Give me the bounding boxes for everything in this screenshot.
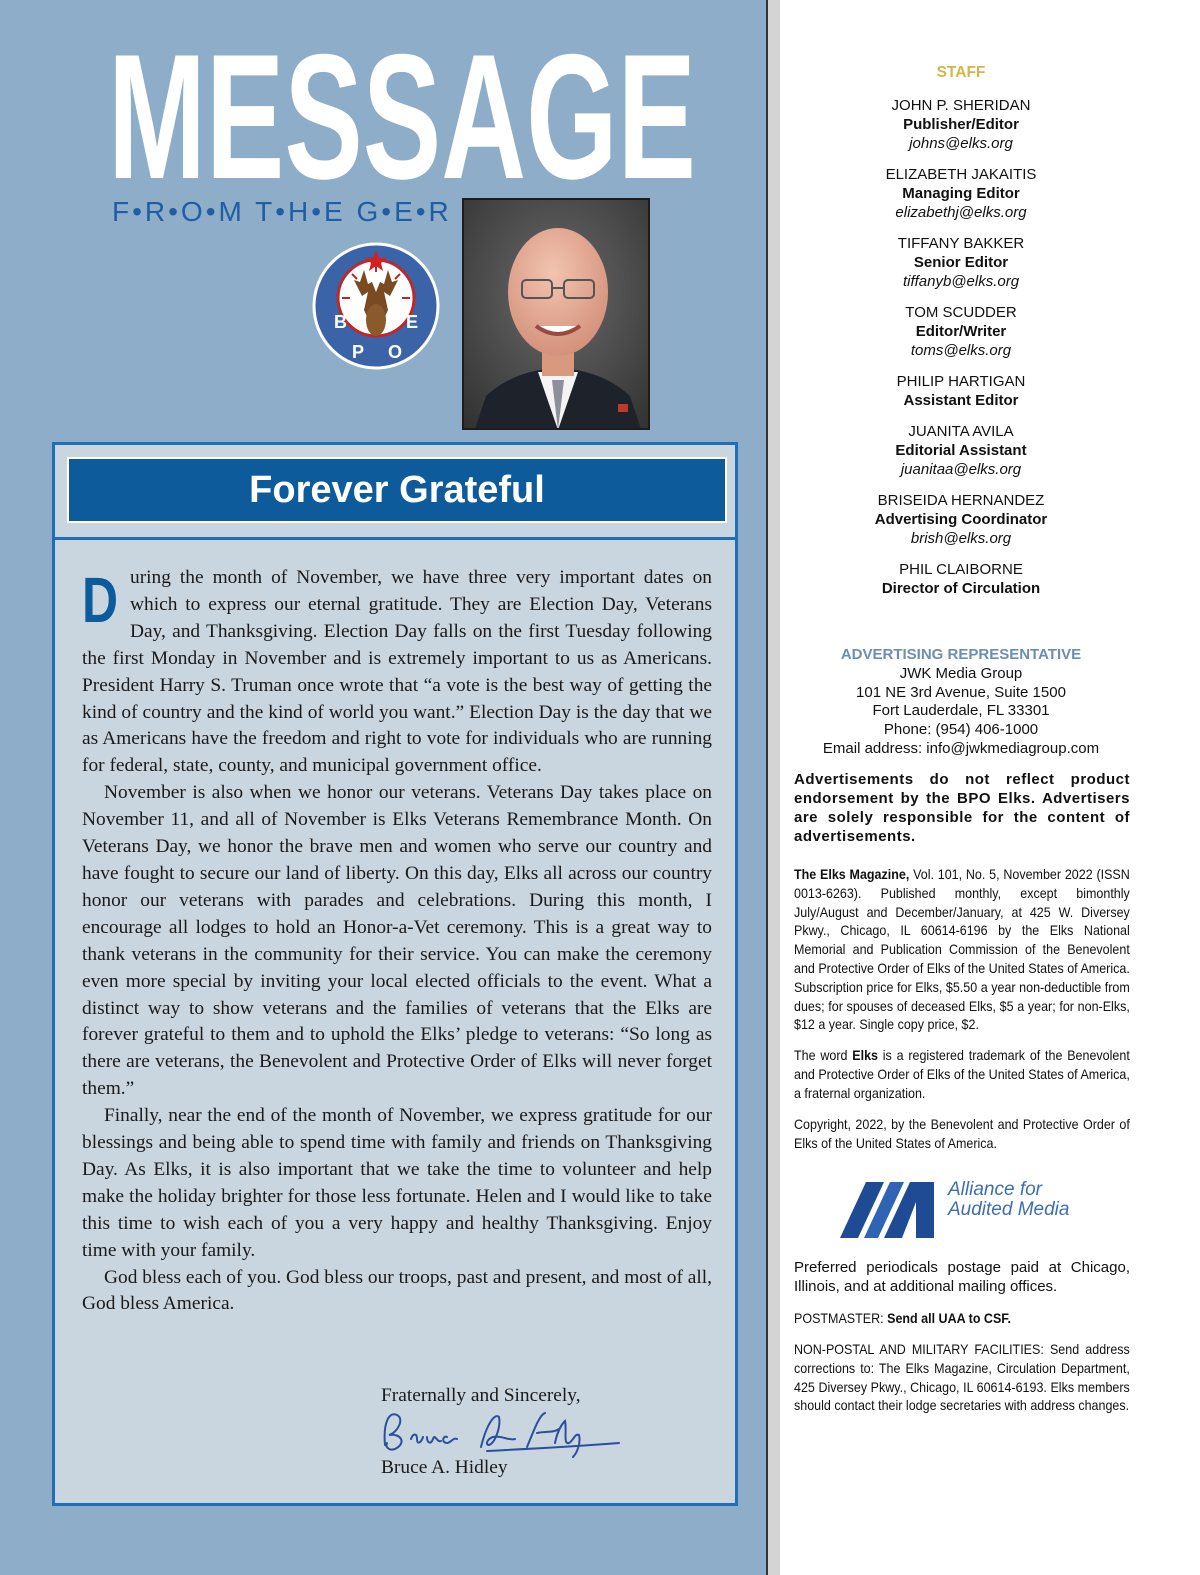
aam-text xyxy=(948,1180,1069,1220)
article-paragraph xyxy=(82,565,712,780)
staff-role: Director of Circulation xyxy=(881,580,1041,597)
article-title: Forever Grateful xyxy=(67,457,727,523)
staff-item xyxy=(780,165,1142,234)
svg-text:O: O xyxy=(388,342,403,362)
staff-heading: STAFF xyxy=(936,64,986,81)
trademark-suffix: is a registered trademark of the Benevolent and Protective Order of Elks of the United States of America, a fraternal organization. xyxy=(794,1048,1130,1101)
bpoe-emblem xyxy=(310,240,442,372)
staff-role: Senior Editor xyxy=(913,254,1009,271)
svg-text:E: E xyxy=(406,312,419,332)
postmaster-text: Send all UAA to CSF. xyxy=(887,1311,1012,1326)
staff-email[interactable]: tiffanyb@elks.org xyxy=(902,273,1020,290)
postal-periodicals: Preferred periodicals postage paid at Chicago, Illinois, and at additional mailing offices. xyxy=(794,1259,1130,1295)
postmaster-label: POSTMASTER: xyxy=(794,1311,888,1326)
copyright-notice: Copyright, 2022, by the Benevolent and Protective Order of Elks of the United States of America. xyxy=(794,1117,1130,1151)
elk-clock-icon xyxy=(310,240,442,372)
postmaster-notice xyxy=(794,1310,1130,1329)
staff-name: TIFFANY BAKKER xyxy=(897,235,1025,252)
staff-item xyxy=(780,491,1142,560)
article-divider xyxy=(55,537,735,540)
publication-info xyxy=(794,866,1130,1035)
staff-item xyxy=(780,303,1142,372)
article-body xyxy=(82,565,712,1318)
staff-item xyxy=(780,96,1142,165)
adrep-company: JWK Media Group xyxy=(899,664,1023,682)
advertising-representative xyxy=(780,646,1142,759)
trademark-prefix: The word xyxy=(794,1048,853,1063)
staff-role: Managing Editor xyxy=(902,185,1020,202)
nonpostal-notice: NON-POSTAL AND MILITARY FACILITIES: Send address corrections to: The Elks Magazine, Circulation Department, 425 Diversey Pkwy., Chicago, IL 60614-6193. Elks members should contact their lodge secretaries with address changes. xyxy=(794,1342,1130,1414)
aam-line-2: Audited Media xyxy=(948,1199,1070,1220)
svg-text:P: P xyxy=(352,342,365,362)
staff-email[interactable]: elizabethj@elks.org xyxy=(895,204,1027,221)
staff-list xyxy=(780,96,1142,629)
article-paragraph: November is also when we honor our veterans. Veterans Day takes place on November 11, and all of November is Elks Veterans Remembrance Month. On Veterans Day, we honor the brave men and women who serve our country and have fought to secure our land of liberty. On this day, Elks all across our country honor our veterans with parades and celebrations. During this month, I encourage all lodges to hold an Honor-a-Vet ceremony. This is a great way to thank veterans in the community for their service. You can make the ceremony even more special by inviting your local elected officials to the event. What a distinct way to show veterans and the families of veterans that the Elks are forever grateful to them and to uphold the Elks’ pledge to veterans: “So long as there are veterans, the Benevolent and Protective Order of Elks will never forget them.” xyxy=(82,782,712,1100)
article-paragraph: God bless each of you. God bless our troops, past and present, and most of all, God bless America. xyxy=(82,1266,713,1315)
adrep-heading: ADVERTISING REPRESENTATIVE xyxy=(840,646,1082,663)
aam-logo xyxy=(840,1180,1140,1242)
signature-icon xyxy=(377,1403,627,1459)
staff-item xyxy=(780,234,1142,303)
paragraph-text: uring the month of November, we have three very important dates on which to express our eternal gratitude. They are Election Day, Veterans Day, and Thanksgiving. Election Day falls on the first Tuesday following the first Monday in November and is extremely important to us as Americans. President Harry S. Truman once wrote that “a vote is the best way of getting the kind of country and the kind of world you want.” Election Day is the day that we as Americans have the freedom and right to vote for individuals who are running for federal, state, county, and municipal government office. xyxy=(82,567,712,777)
aam-line-1: Alliance for xyxy=(948,1179,1042,1200)
column-divider xyxy=(766,0,780,1575)
svg-text:MESSAGE: MESSAGE xyxy=(108,40,696,190)
staff-item xyxy=(780,560,1142,629)
staff-name: PHIL CLAIBORNE xyxy=(899,561,1023,578)
trademark-notice xyxy=(794,1047,1130,1103)
article-paragraph: Finally, near the end of the month of November, we express gratitude for our blessings and being able to spend time with family and friends on Thanksgiving Day. As Elks, it is also important that we take the time to volunteer and help make the holiday brighter for those less fortunate. Helen and I would like to take this time to wish each of you a very happy and healthy Thanksgiving. Enjoy time with your family. xyxy=(82,1105,712,1261)
svg-text:B: B xyxy=(334,312,347,332)
adrep-email[interactable]: Email address: info@jwkmediagroup.com xyxy=(822,739,1100,757)
staff-role: Advertising Coordinator xyxy=(874,511,1048,528)
handwritten-signature xyxy=(377,1403,627,1459)
staff-role: Publisher/Editor xyxy=(903,116,1019,133)
staff-email[interactable]: johns@elks.org xyxy=(909,135,1013,152)
ad-disclaimer: Advertisements do not reflect product endorsement by the BPO Elks. Advertisers are solely responsible for the content of advertisements. xyxy=(794,771,1130,845)
masthead-column xyxy=(780,0,1200,1575)
staff-name: BRISEIDA HERNANDEZ xyxy=(877,492,1045,509)
staff-name: JUANITA AVILA xyxy=(908,423,1014,440)
publication-name: The Elks Magazine, xyxy=(794,867,910,882)
masthead-subtitle: F•R•O•M T•H•E G•E•R xyxy=(112,196,452,227)
trademark-word: Elks xyxy=(852,1048,878,1063)
masthead-logo-art xyxy=(108,40,698,190)
staff-name: ELIZABETH JAKAITIS xyxy=(885,166,1037,183)
author-portrait xyxy=(462,198,650,430)
drop-cap: D xyxy=(82,564,119,636)
staff-name: TOM SCUDDER xyxy=(905,304,1017,321)
staff-role: Assistant Editor xyxy=(903,392,1019,409)
article-box xyxy=(52,442,738,1506)
staff-item xyxy=(780,372,1142,422)
staff-email[interactable]: toms@elks.org xyxy=(910,342,1012,359)
staff-name: PHILIP HARTIGAN xyxy=(896,373,1026,390)
adrep-address: 101 NE 3rd Avenue, Suite 1500 xyxy=(856,683,1066,701)
staff-email[interactable]: juanitaa@elks.org xyxy=(900,461,1022,478)
signer-name: Bruce A. Hidley xyxy=(381,1457,508,1478)
closing-line: Fraternally and Sincerely, xyxy=(381,1385,581,1406)
adrep-city: Fort Lauderdale, FL 33301 xyxy=(872,702,1050,720)
staff-role: Editorial Assistant xyxy=(895,442,1027,459)
masthead-logo xyxy=(108,40,698,190)
staff-role: Editor/Writer xyxy=(915,323,1007,340)
staff-item xyxy=(780,422,1142,491)
portrait-photo xyxy=(464,200,650,430)
aam-mark-icon xyxy=(840,1180,944,1242)
staff-name: JOHN P. SHERIDAN xyxy=(891,97,1031,114)
adrep-phone: Phone: (954) 406-1000 xyxy=(883,721,1039,739)
publication-details: Vol. 101, No. 5, November 2022 (ISSN 0013-6263). Published monthly, except bimonthly July/August and December/January, at 425 W. Diversey Pkwy., Chicago, IL 60614-6196 by the Elks National Memorial and Publication Commission of the Benevolent and Protective Order of Elks of the United States of America. Subscription price for Elks, $5.50 a year non-deductible from dues; for spouses of deceased Elks, $5 a year; for non-Elks, $12 a year. Single copy price, $2. xyxy=(794,867,1130,1033)
staff-email[interactable]: brish@elks.org xyxy=(910,530,1012,547)
